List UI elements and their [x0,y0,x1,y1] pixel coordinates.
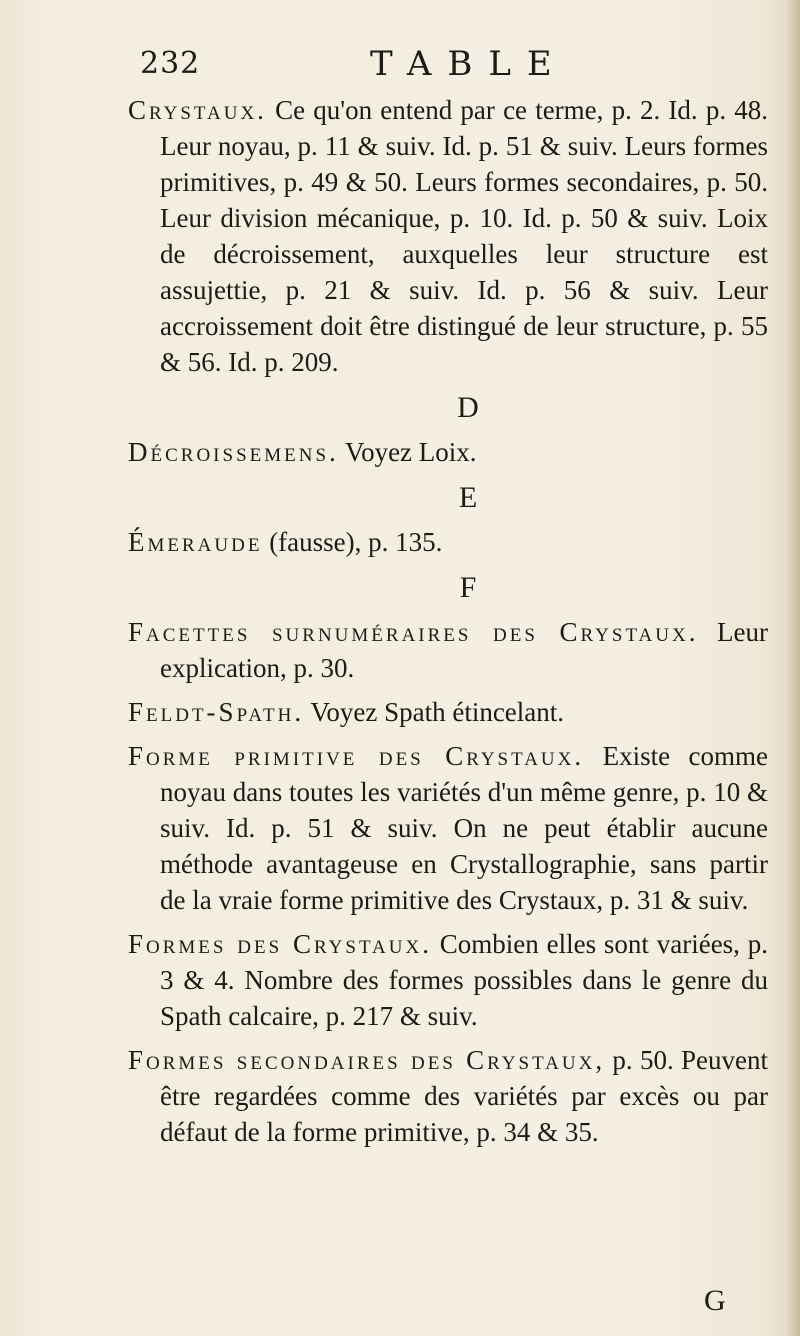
index-entry [128,524,768,560]
entry-term: Décroissemens. [128,437,339,467]
index-entry [128,434,768,470]
index-entry [128,926,768,1034]
page-number: 232 [140,46,201,81]
entry-term: Émeraude [128,527,263,557]
index-content [128,92,768,1158]
page-edge-shadow [786,0,800,1336]
entry-term: Crystaux. [128,95,267,125]
entry-text: Existe comme noyau dans toutes les variétés d'un même genre, p. 10 & suiv. Id. p. 51 & suiv. On ne peut établir aucune méthode avantageuse en Crystallographie, sans partir de la vraie forme primitive des Crystaux, p. 31 & suiv. [160,741,768,915]
section-letter: D [457,391,479,424]
running-title: TABLE [370,44,568,84]
catchword: G [704,1284,726,1317]
page-header [140,44,660,84]
entry-text: (fausse), p. 135. [269,527,443,557]
index-entry [128,92,768,380]
section-letter: E [458,481,478,514]
index-entry [128,694,768,730]
entry-term: Formes des Crystaux. [128,929,432,959]
index-entry [128,1042,768,1150]
entry-text: Voyez Loix. [345,437,477,467]
index-entry [128,738,768,918]
entry-text: Leur explication, p. 30. [160,617,769,683]
entry-term: Facettes surnuméraires des Crystaux. [128,617,699,647]
index-entry [128,614,768,686]
entry-text: Ce qu'on entend par ce terme, p. 2. Id. p. 48. Leur noyau, p. 11 & suiv. Id. p. 51 & suiv. Leurs formes primitives, p. 49 & 50. Leurs formes secondaires, p. 50. Leur division mécanique, p. 10. Id. p. 50 & suiv. Loix de décroissement, auxquelles leur structure est assujettie, p. 21 & suiv. Id. p. 56 & suiv. Leur accroissement doit être distingué de leur structure, p. 55 & 56. Id. p. 209. [160,95,768,377]
entry-term: Formes secondaires des Crystaux, [128,1045,606,1075]
entry-term: Feldt-Spath. [128,697,305,727]
section-letter: F [459,571,477,604]
entry-term: Forme primitive des Crystaux. [128,741,585,771]
entry-text: p. 50. Peuvent être regardées comme des variétés par excès ou par défaut de la forme primitive, p. 34 & 35. [160,1045,768,1147]
entry-text: Voyez Spath étincelant. [310,697,565,727]
entry-text: Combien elles sont variées, p. 3 & 4. Nombre des formes possibles dans le genre du Spath calcaire, p. 217 & suiv. [160,929,769,1031]
